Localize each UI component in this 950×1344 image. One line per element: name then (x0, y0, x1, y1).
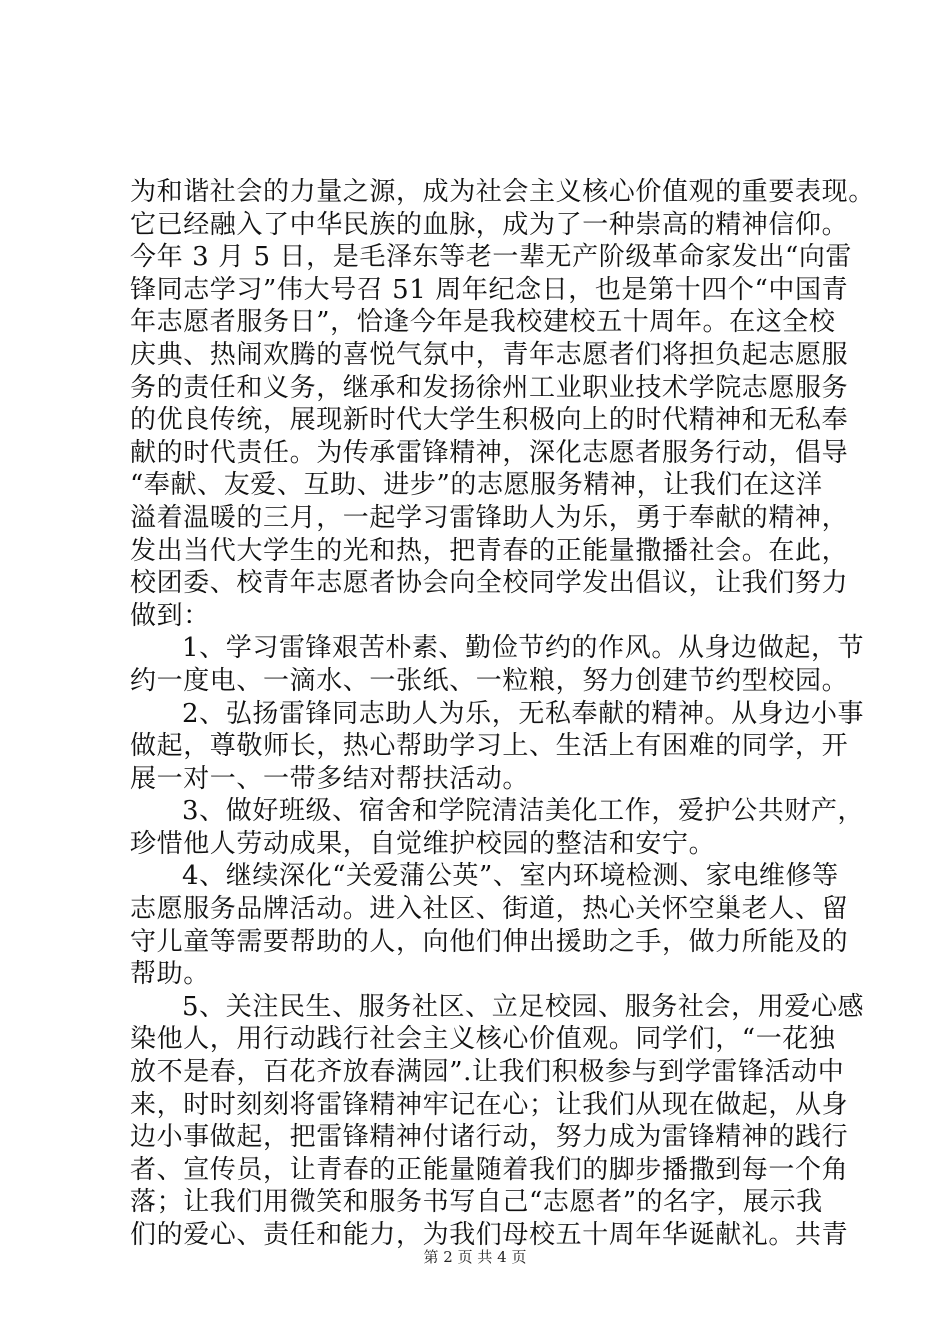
text-line: 边小事做起，把雷锋精神付诸行动，努力成为雷锋精神的践行 (130, 1122, 849, 1153)
text-line: “奉献、友爱、互助、进步”的志愿服务精神，让我们在这洋 (130, 470, 823, 501)
list-item-2-line: 2、弘扬雷锋同志助人为乐，无私奉献的精神。从身边小事 (182, 698, 865, 729)
text-line: 庆典、热闹欢腾的喜悦气氛中，青年志愿者们将担负起志愿服 (130, 339, 849, 370)
list-item-1-line: 1、学习雷锋艰苦朴素、勤俭节约的作风。从身边做起，节 (182, 633, 865, 664)
text-line: 者、宣传员，让青春的正能量随着我们的脚步播撒到每一个角 (130, 1154, 849, 1185)
text-line: 来，时时刻刻将雷锋精神牢记在心；让我们从现在做起，从身 (130, 1089, 849, 1120)
text-line: 为和谐社会的力量之源，成为社会主义核心价值观的重要表现。 (130, 177, 875, 207)
text-line: 做起，尊敬师长，热心帮助学习上、生活上有困难的同学，开 (130, 731, 849, 762)
list-item-5-line: 5、关注民生、服务社区、立足校园、服务社会，用爱心感 (182, 991, 865, 1022)
text-line: 约一度电、一滴水、一张纸、一粒粮，努力创建节约型校园。 (130, 665, 849, 696)
text-line: 年志愿者服务日”，恰逢今年是我校建校五十周年。在这全校 (130, 307, 836, 338)
text-line: 放不是春，百花齐放春满园”.让我们积极参与到学雷锋活动中 (130, 1057, 845, 1088)
text-line: 守儿童等需要帮助的人，向他们伸出援助之手，做力所能及的 (130, 926, 849, 957)
document-body (130, 176, 875, 1252)
text-line: 帮助。 (130, 959, 210, 990)
text-line: 今年 3 月 5 日，是毛泽东等老一辈无产阶级革命家发出“向雷 (130, 242, 853, 273)
page-number-footer: 第 2 页 共 4 页 (423, 1248, 527, 1266)
text-line: 献的时代责任。为传承雷锋精神，深化志愿者服务行动，倡导 (130, 437, 849, 468)
text-line: 溢着温暖的三月，一起学习雷锋助人为乐，勇于奉献的精神， (130, 502, 849, 533)
text-line: 锋同志学习”伟大号召 51 周年纪念日，也是第十四个“中国青 (130, 274, 849, 305)
text-line: 它已经融入了中华民族的血脉，成为了一种崇高的精神信仰。 (130, 209, 849, 240)
text-line: 珍惜他人劳动成果，自觉维护校园的整洁和安宁。 (130, 828, 716, 859)
text-line: 发出当代大学生的光和热，把青春的正能量撒播社会。在此， (130, 535, 849, 566)
text-line: 落；让我们用微笑和服务书写自己“志愿者”的名字，展示我 (130, 1187, 823, 1218)
text-line: 染他人，用行动践行社会主义核心价值观。同学们，“一花独 (130, 1024, 836, 1055)
text-line: 校团委、校青年志愿者协会向全校同学发出倡议，让我们努力 (130, 568, 849, 599)
text-line: 们的爱心、责任和能力，为我们母校五十周年华诞献礼。共青 (130, 1220, 849, 1250)
text-line: 的优良传统，展现新时代大学生积极向上的时代精神和无私奉 (130, 405, 849, 436)
text-line: 志愿服务品牌活动。进入社区、街道，热心关怀空巢老人、留 (130, 894, 849, 925)
text-line: 做到： (130, 600, 210, 631)
text-line: 展一对一、一带多结对帮扶活动。 (130, 763, 530, 794)
list-item-4-line: 4、继续深化“关爱蒲公英”、室内环境检测、家电维修等 (182, 861, 839, 892)
list-item-3-line: 3、做好班级、宿舍和学院清洁美化工作，爱护公共财产， (182, 796, 865, 827)
text-line: 务的责任和义务，继承和发扬徐州工业职业技术学院志愿服务 (130, 372, 849, 403)
